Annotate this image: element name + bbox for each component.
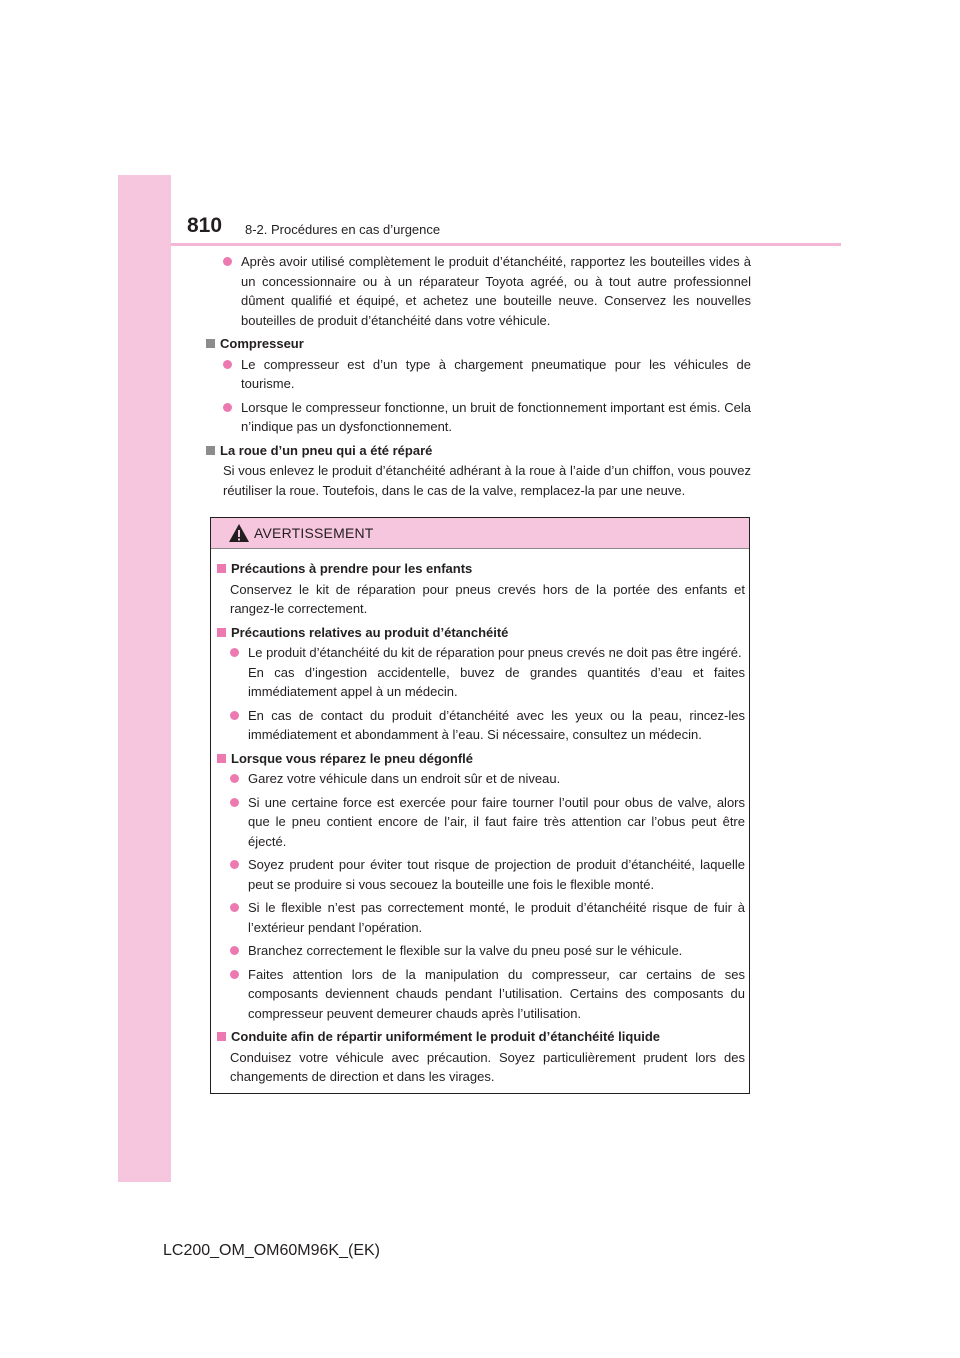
warning-section-heading: Lorsque vous réparez le pneu dégonflé xyxy=(217,749,745,769)
bullet-text: Le produit d’étanchéité du kit de réparation pour pneus crevés ne doit pas être ingéré. xyxy=(248,645,742,660)
section-text: Si vous enlevez le produit d’étanchéité adhérant à la roue à l’aide d’un chiffon, vous pouvez réutiliser la roue. Toutefois, dans le cas de la valve, remplacez-la par une neuve. xyxy=(223,463,751,498)
warning-section-heading: Conduite afin de répartir uniformément le produit d’étanchéité liquide xyxy=(217,1027,745,1047)
warning-section-heading: Précautions relatives au produit d’étanchéité xyxy=(217,623,745,643)
bullet-text: Après avoir utilisé complètement le produit d’étanchéité, rapportez les bouteilles vides à un concessionnaire ou à un réparateur Toyota agréé, ou à tout autre professionnel dûment qualifié et équipé, et achetez une bouteille neuve. Conservez les nouvelles bouteilles de produit d’étanchéité dans votre véhicule. xyxy=(241,254,751,328)
bullet-item xyxy=(230,898,745,937)
square-bullet-icon xyxy=(217,628,226,637)
main-content xyxy=(206,252,751,504)
bullet-dot-icon xyxy=(230,970,239,979)
bullet-item xyxy=(223,355,751,394)
warning-section-text: Conservez le kit de réparation pour pneus crevés hors de la portée des enfants et rangez-le correctement. xyxy=(230,581,745,616)
bullet-text: Si le flexible n’est pas correctement monté, le produit d’étanchéité risque de fuir à l’extérieur pendant l’opération. xyxy=(248,900,745,935)
bullet-text: Le compresseur est d’un type à chargement pneumatique pour les véhicules de tourisme. xyxy=(241,356,751,391)
bullet-dot-icon xyxy=(230,946,239,955)
bullet-dot-icon xyxy=(223,360,232,369)
warning-body xyxy=(217,559,745,1091)
warning-title: AVERTISSEMENT xyxy=(254,525,374,541)
bullet-item xyxy=(230,643,745,702)
square-bullet-icon xyxy=(217,1032,226,1041)
bullet-text: Branchez correctement le flexible sur la valve du pneu posé sur le véhicule. xyxy=(248,943,683,958)
bullet-item xyxy=(230,706,745,745)
square-bullet-icon xyxy=(206,446,215,455)
bullet-item xyxy=(230,941,745,961)
section-title: 8-2. Procédures en cas d’urgence xyxy=(245,222,441,237)
warning-header xyxy=(211,518,749,549)
bullet-item xyxy=(223,252,751,330)
bullet-item xyxy=(230,965,745,1024)
square-bullet-icon xyxy=(206,339,215,348)
bullet-dot-icon xyxy=(223,257,232,266)
bullet-item xyxy=(223,398,751,437)
bullet-dot-icon xyxy=(230,860,239,869)
bullet-item xyxy=(230,793,745,852)
bullet-text: Lorsque le compresseur fonctionne, un bruit de fonctionnement important est émis. Cela n’indique pas un dysfonctionnement. xyxy=(241,399,751,434)
bullet-text: Garez votre véhicule dans un endroit sûr et de niveau. xyxy=(248,771,561,786)
bullet-dot-icon xyxy=(230,774,239,783)
bullet-text: En cas de contact du produit d’étanchéité avec les yeux ou la peau, rincez-les immédiatement et abondamment à l’eau. Si nécessaire, consultez un médecin. xyxy=(248,707,745,742)
bullet-text: Soyez prudent pour éviter tout risque de projection de produit d’étanchéité, laquelle peut se produire si vous secouez la bouteille une fois le flexible monté. xyxy=(248,857,745,892)
document-code-footer: LC200_OM_OM60M96K_(EK) xyxy=(163,1242,380,1259)
warning-triangle-icon xyxy=(228,523,250,543)
section-heading: La roue d’un pneu qui a été réparé xyxy=(206,441,751,461)
square-bullet-icon xyxy=(217,564,226,573)
bullet-dot-icon xyxy=(230,798,239,807)
section-heading: Compresseur xyxy=(206,334,751,354)
side-tab-band xyxy=(118,175,171,1182)
bullet-dot-icon xyxy=(230,903,239,912)
warning-box xyxy=(210,517,750,1094)
bullet-text: Si une certaine force est exercée pour faire tourner l’outil pour obus de valve, alors que le pneu contient encore de l’air, il faut faire très attention car l’obus peut être éjecté. xyxy=(248,794,745,849)
bullet-dot-icon xyxy=(223,403,232,412)
warning-section-text: Conduisez votre véhicule avec précaution. Soyez particulièrement prudent lors des changements de direction et dans les virages. xyxy=(230,1049,745,1084)
bullet-dot-icon xyxy=(230,648,239,657)
bullet-text: Faites attention lors de la manipulation du compresseur, car certains de ses composants deviennent chauds pendant l’utilisation. Certains des composants du compresseur peuvent demeurer chauds après l’utilisation. xyxy=(248,966,745,1021)
square-bullet-icon xyxy=(217,754,226,763)
bullet-dot-icon xyxy=(230,711,239,720)
warning-section-heading: Précautions à prendre pour les enfants xyxy=(217,559,745,579)
bullet-item xyxy=(230,769,745,789)
header-rule xyxy=(171,243,841,246)
page-number: 810 xyxy=(187,214,223,237)
bullet-text-continued: En cas d’ingestion accidentelle, buvez de grandes quantités d’eau et faites immédiatement appel à un médecin. xyxy=(248,664,745,699)
bullet-item xyxy=(230,855,745,894)
